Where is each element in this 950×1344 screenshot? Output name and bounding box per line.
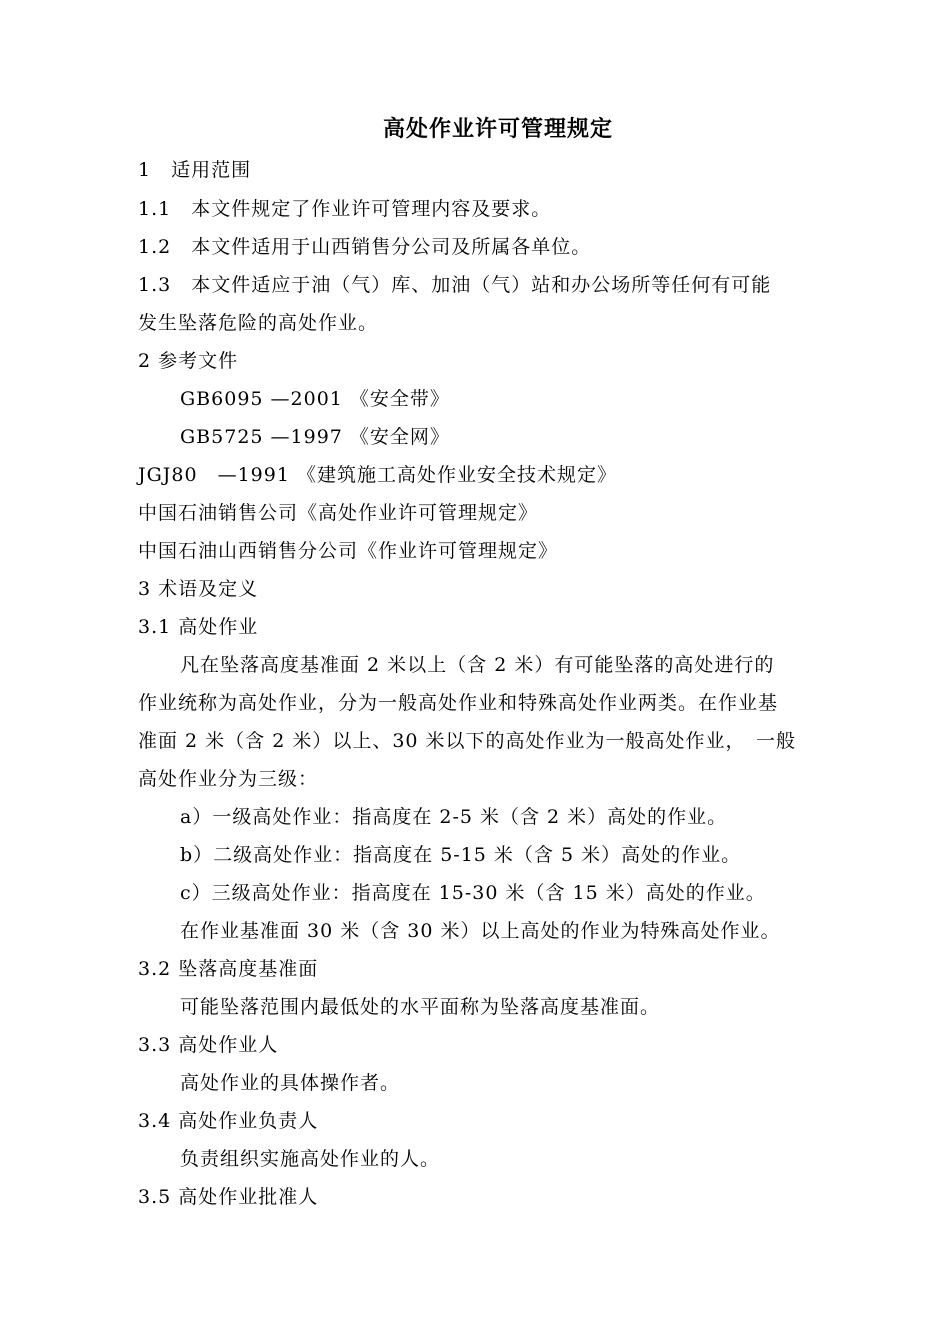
- clause-1-3-cont: 发生坠落危险的高处作业。: [138, 312, 379, 334]
- reference-jgj80: JGJ80 —1991 《建筑施工高处作业安全技术规定》: [138, 464, 617, 486]
- term-3-1-heading: 3.1 高处作业: [138, 616, 259, 638]
- section-2-heading: 2 参考文件: [138, 350, 239, 372]
- term-3-3-heading: 3.3 高处作业人: [138, 1034, 279, 1056]
- reference-shanxi-branch: 中国石油山西销售分公司《作业许可管理规定》: [138, 540, 559, 562]
- term-3-1-body-1: 凡在坠落高度基准面 2 米以上（含 2 米）有可能坠落的高处进行的: [180, 654, 775, 676]
- term-3-2-body: 可能坠落范围内最低处的水平面称为坠落高度基准面。: [180, 996, 661, 1018]
- grade-b-item: b）二级高处作业：指高度在 5-15 米（含 5 米）高处的作业。: [180, 844, 742, 866]
- reference-sales-company: 中国石油销售公司《高处作业许可管理规定》: [138, 502, 539, 524]
- term-3-3-body: 高处作业的具体操作者。: [180, 1072, 401, 1094]
- section-1-heading: 1 适用范围: [138, 159, 252, 181]
- grade-a-item: a）一级高处作业：指高度在 2-5 米（含 2 米）高处的作业。: [180, 806, 728, 828]
- reference-gb5725: GB5725 —1997 《安全网》: [180, 426, 450, 448]
- section-3-heading: 3 术语及定义: [138, 578, 259, 600]
- document-title: 高处作业许可管理规定: [382, 116, 613, 142]
- clause-1-3: 1.3 本文件适应于油（气）库、加油（气）站和办公场所等任何有可能: [138, 274, 772, 296]
- term-3-5-heading: 3.5 高处作业批准人: [138, 1186, 319, 1208]
- term-3-1-body-4: 高处作业分为三级：: [138, 768, 319, 790]
- term-3-1-body-2: 作业统称为高处作业，分为一般高处作业和特殊高处作业两类。在作业基: [138, 692, 779, 714]
- grade-c-item: c）三级高处作业：指高度在 15-30 米（含 15 米）高处的作业。: [180, 882, 766, 904]
- term-3-2-heading: 3.2 坠落高度基准面: [138, 958, 319, 980]
- term-3-1-body-3: 准面 2 米（含 2 米）以上、30 米以下的高处作业为一般高处作业， 一般: [138, 730, 797, 752]
- special-work-note: 在作业基准面 30 米（含 30 米）以上高处的作业为特殊高处作业。: [180, 920, 781, 942]
- clause-1-1: 1.1 本文件规定了作业许可管理内容及要求。: [138, 198, 552, 220]
- reference-gb6095: GB6095 —2001 《安全带》: [180, 388, 450, 410]
- clause-1-2: 1.2 本文件适用于山西销售分公司及所属各单位。: [138, 236, 592, 258]
- term-3-4-body: 负责组织实施高处作业的人。: [180, 1148, 441, 1170]
- term-3-4-heading: 3.4 高处作业负责人: [138, 1110, 319, 1132]
